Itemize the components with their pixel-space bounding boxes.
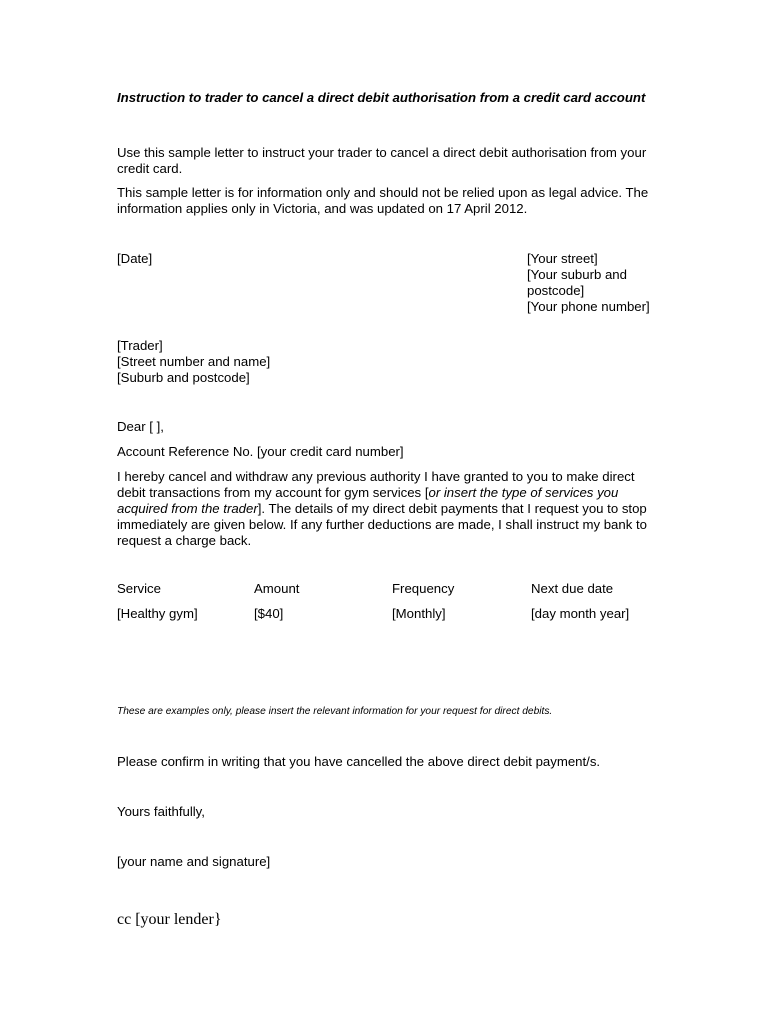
trader-address — [117, 338, 270, 386]
body-paragraph — [117, 469, 662, 549]
intro-paragraph-1: Use this sample letter to instruct your trader to cancel a direct debit authorisation from your credit card. — [117, 145, 647, 176]
body-text-part-2: ]. The details of my direct debit payments that I request you to stop immediately are given below. If any further deductions are made, I shall instruct my bank to request a charge back. — [117, 501, 647, 548]
confirm-request: Please confirm in writing that you have cancelled the above direct debit payment/s. — [117, 754, 601, 769]
cc-line: cc [your lender} — [117, 911, 222, 928]
body-text-italic: or insert the type of services you acquired from the trader — [117, 485, 619, 516]
salutation: Dear [ ], — [117, 419, 164, 434]
sender-address-line: [Your street] — [527, 251, 598, 266]
sender-address-line: [Your suburb and — [527, 267, 627, 282]
table-cell-amount: [$40] — [254, 606, 284, 621]
table-cell-service: [Healthy gym] — [117, 606, 198, 621]
table-header-frequency: Frequency — [392, 581, 455, 596]
table-cell-next-due-date: [day month year] — [531, 606, 630, 621]
sender-address — [527, 251, 650, 315]
trader-address-line: [Street number and name] — [117, 354, 271, 369]
body-text-part-1: I hereby cancel and withdraw any previous authority I have granted to you to make direct debit transactions from my account for gym services [ — [117, 469, 635, 500]
trader-address-line: [Trader] — [117, 338, 163, 353]
letter-title: Instruction to trader to cancel a direct debit authorisation from a credit card account — [117, 90, 646, 105]
sender-address-line: postcode] — [527, 283, 585, 298]
table-header-amount: Amount — [254, 581, 300, 596]
examples-note: These are examples only, please insert the relevant information for your request for direct debits. — [117, 706, 553, 717]
signature-placeholder: [your name and signature] — [117, 854, 271, 869]
table-header-service: Service — [117, 581, 161, 596]
closing: Yours faithfully, — [117, 804, 205, 819]
table-header-next-due-date: Next due date — [531, 581, 614, 596]
date-placeholder: [Date] — [117, 251, 153, 266]
account-reference: Account Reference No. [your credit card number] — [117, 444, 404, 459]
trader-address-line: [Suburb and postcode] — [117, 370, 250, 385]
table-cell-frequency: [Monthly] — [392, 606, 446, 621]
intro-paragraph-2: This sample letter is for information only and should not be relied upon as legal advice. The information applies only in Victoria, and was updated on 17 April 2012. — [117, 185, 649, 216]
sender-address-line: [Your phone number] — [527, 299, 650, 314]
